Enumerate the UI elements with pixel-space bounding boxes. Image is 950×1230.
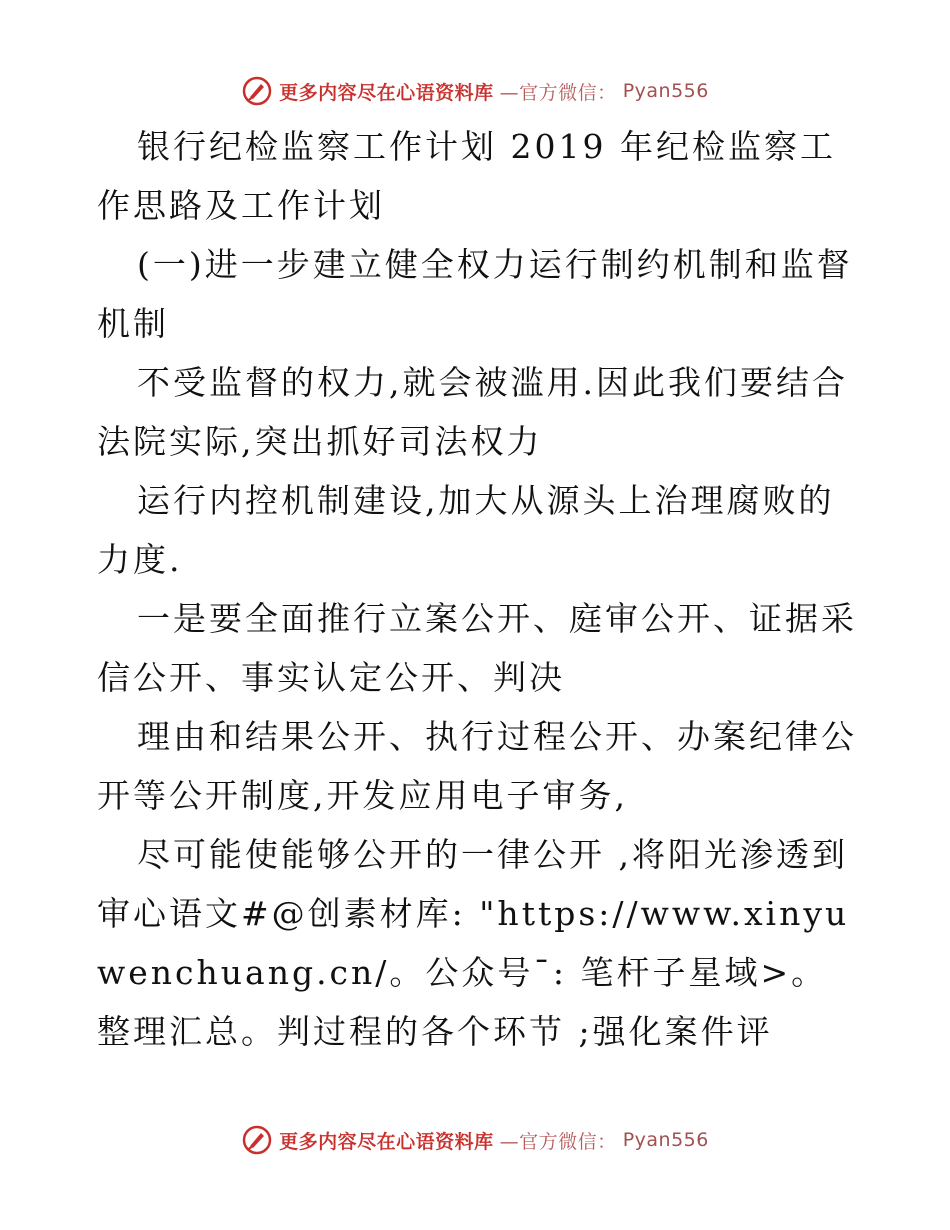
document-paragraph: 理由和结果公开、执行过程公开、办案纪律公开等公开制度,开发应用电子审务, [97, 717, 857, 815]
document-paragraph: 尽可能使能够公开的一律公开 ,将阳光渗透到审心语文#@创素材库: "https://www.xinyuwenchuang.cn/。公众号¯: 笔杆子星域>。整理汇总。判过程的各个环节 ;强化案件评 [97, 835, 850, 1051]
watermark-wechat-id: Pyan556 [622, 80, 709, 102]
watermark-wechat-label: —官方微信： [499, 1130, 617, 1153]
header-watermark-banner [0, 71, 950, 111]
quill-seal-icon [241, 1124, 273, 1156]
document-paragraph: (一)进一步建立健全权力运行制约机制和监督机制 [97, 245, 853, 343]
watermark-text: 更多内容尽在心语资料库 [279, 1130, 494, 1153]
watermark-wechat-label: —官方微信： [499, 81, 617, 104]
watermark-text: 更多内容尽在心语资料库 [279, 81, 494, 104]
watermark-wechat-id: Pyan556 [622, 1129, 709, 1151]
document-paragraph: 银行纪检监察工作计划 2019 年纪检监察工作思路及工作计划 [97, 127, 836, 225]
document-paragraph: 一是要全面推行立案公开、庭审公开、证据采信公开、事实认定公开、判决 [97, 599, 857, 697]
document-paragraph: 运行内控机制建设,加大从源头上治理腐败的力度. [97, 481, 835, 579]
footer-watermark-banner [0, 1120, 950, 1160]
quill-seal-icon [241, 75, 273, 107]
document-paragraph: 不受监督的权力,就会被滥用.因此我们要结合法院实际,突出抓好司法权力 [97, 363, 848, 461]
document-body [97, 117, 857, 1061]
